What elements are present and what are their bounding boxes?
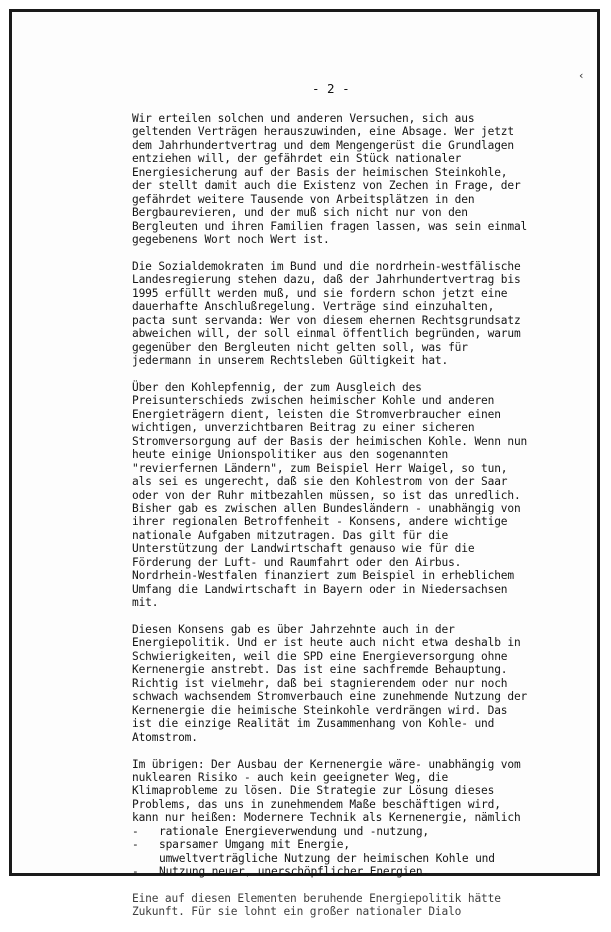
text-line: Landesregierung stehen dazu, daß der Jahrhundertvertrag bis bbox=[132, 273, 521, 287]
text-line: ist die einzige Realität im Zusammenhang von Kohle- und bbox=[132, 717, 495, 731]
text-line: "revierfernen Ländern", zum Beispiel Herr Waigel, so tun, bbox=[132, 461, 508, 475]
text-line: abweichen will, der soll einmal öffentlich begründen, warum bbox=[132, 327, 521, 341]
text-line: Schwierigkeiten, weil die SPD eine Energieversorgung ohne bbox=[132, 649, 508, 663]
text-line: ihrer regionalen Betroffenheit - Konsens, andere wichtige bbox=[132, 515, 508, 529]
text-line: Atomstrom. bbox=[132, 730, 198, 744]
text-line: geltenden Verträgen herauszuwinden, eine Absage. Wer jetzt bbox=[132, 125, 514, 139]
text-line: Energiesicherung auf der Basis der heimischen Steinkohle, bbox=[132, 165, 508, 179]
text-line: jedermann in unserem Rechtsleben Gültigkeit hat. bbox=[132, 354, 449, 368]
text-line: entziehen will, der gefährdet ein Stück nationaler bbox=[132, 152, 462, 166]
text-line: Kernenergie anstrebt. Das ist eine sachfremde Behauptung. bbox=[132, 663, 508, 677]
paragraph-2 bbox=[132, 260, 572, 368]
text-line: Wir erteilen solchen und anderen Versuchen, sich aus bbox=[132, 112, 475, 125]
text-line: Umfang die Landwirtschaft in Bayern oder in Niedersachsen bbox=[132, 582, 508, 596]
text-line: 1995 erfüllt werden muß, und sie fordern schon jetzt eine bbox=[132, 286, 508, 300]
text-line: Unterstützung der Landwirtschaft genauso wie für die bbox=[132, 542, 475, 556]
list-bullet: - bbox=[132, 865, 139, 879]
text-line: Die Sozialdemokraten im Bund und die nordrhein-westfälische bbox=[132, 259, 521, 273]
list-bullet: - bbox=[132, 838, 139, 852]
list-item bbox=[132, 838, 572, 851]
list-item-text: sparsamer Umgang mit Energie, bbox=[159, 838, 350, 852]
text-line: als sei es ungerecht, daß sie den Kohlestrom von der Saar bbox=[132, 475, 508, 489]
text-line: Energieträgern dient, leisten die Stromverbraucher einen bbox=[132, 407, 501, 421]
text-line: mit. bbox=[132, 596, 159, 610]
list-item bbox=[132, 825, 572, 838]
list-item-text: umweltverträgliche Nutzung der heimischen Kohle und bbox=[159, 851, 495, 865]
document-page bbox=[9, 9, 600, 919]
text-line: Förderung der Luft- und Raumfahrt oder den Airbus. bbox=[132, 555, 462, 569]
text-line: gegenüber den Bergleuten nicht gelten soll, was für bbox=[132, 340, 468, 354]
text-line: Kernenergie die heimische Steinkohle verdrängen wird. Das bbox=[132, 703, 508, 717]
text-line: dem Jahrhundertvertrag und dem Mengengerüst die Grundlagen bbox=[132, 138, 514, 152]
paragraph-4 bbox=[132, 623, 572, 744]
text-line: Klimaprobleme zu lösen. Die Strategie zur Lösung dieses bbox=[132, 784, 495, 798]
text-line: dauerhafte Anschlußregelung. Verträge sind einzuhalten, bbox=[132, 300, 495, 314]
corner-mark: ‹ bbox=[578, 69, 585, 82]
text-line: wichtigen, unverzichtbaren Beitrag zu einer sicheren bbox=[132, 421, 475, 435]
paragraph-1 bbox=[132, 112, 572, 247]
text-line: Im übrigen: Der Ausbau der Kernenergie wäre- unabhängig vom bbox=[132, 757, 521, 771]
text-line: Preisunterschieds zwischen heimischer Kohle und anderen bbox=[132, 394, 495, 408]
text-line: nuklearen Risiko - auch kein geeigneter Weg, die bbox=[132, 770, 449, 784]
list-item bbox=[132, 852, 572, 865]
paragraph-3 bbox=[132, 381, 572, 610]
text-line: Über den Kohlepfennig, der zum Ausgleich des bbox=[132, 380, 422, 394]
text-line: Diesen Konsens gab es über Jahrzehnte auch in der bbox=[132, 623, 455, 637]
text-line: Eine auf diesen Elementen beruhende Energiepolitik hätte bbox=[132, 891, 501, 905]
text-line: gefährdet weitere Tausende von Arbeitsplätzen in den bbox=[132, 192, 475, 206]
text-line: der stellt damit auch die Existenz von Zechen in Frage, der bbox=[132, 179, 521, 193]
text-line: gegebenens Wort noch Wert ist. bbox=[132, 233, 330, 247]
text-line: Problems, das uns in zunehmendem Maße beschäftigen wird, bbox=[132, 797, 501, 811]
list-item-text: rationale Energieverwendung und -nutzung, bbox=[159, 824, 430, 838]
text-line: oder von der Ruhr mitbezahlen müssen, so ist das unredlich. bbox=[132, 488, 521, 502]
text-line: nationale Aufgaben mitzutragen. Das gilt für die bbox=[132, 528, 449, 542]
list-bullet: - bbox=[132, 824, 139, 838]
text-line: kann nur heißen: Modernere Technik als Kernenergie, nämlich bbox=[132, 811, 521, 825]
page-number: - 2 - bbox=[312, 81, 350, 96]
paragraph-5 bbox=[132, 758, 572, 879]
text-line: Bergbaurevieren, und der muß sich nicht nur von den bbox=[132, 206, 468, 220]
text-line: Energiepolitik. Und er ist heute auch nicht etwa deshalb in bbox=[132, 636, 521, 650]
text-line: Zukunft. Für sie lohnt ein großer nationaler Dialo bbox=[132, 905, 462, 919]
text-line: Bergleuten und ihren Familien fragen lassen, was sein einmal bbox=[132, 219, 528, 233]
text-line: Nordrhein-Westfalen finanziert zum Beispiel in erheblichem bbox=[132, 569, 514, 583]
text-line: pacta sunt servanda: Wer von diesem ehernen Rechtsgrundsatz bbox=[132, 313, 521, 327]
paragraph-6 bbox=[132, 892, 572, 919]
text-line: schwach wachsendem Stromverbauch eine zunehmende Nutzung der bbox=[132, 690, 528, 704]
list-item bbox=[132, 865, 572, 878]
text-line: heute einige Unionspolitiker aus den sogenannten bbox=[132, 448, 449, 462]
text-line: Richtig ist vielmehr, daß bei stagnierendem oder nur noch bbox=[132, 676, 508, 690]
text-line: Stromversorgung auf der Basis der heimischen Kohle. Wenn nun bbox=[132, 434, 528, 448]
list-item-text: Nutzung neuer, unerschöpflicher Energien. bbox=[159, 865, 430, 879]
text-line: Bisher gab es zwischen allen Bundesländern - unabhängig von bbox=[132, 502, 521, 516]
document-body bbox=[132, 112, 572, 932]
